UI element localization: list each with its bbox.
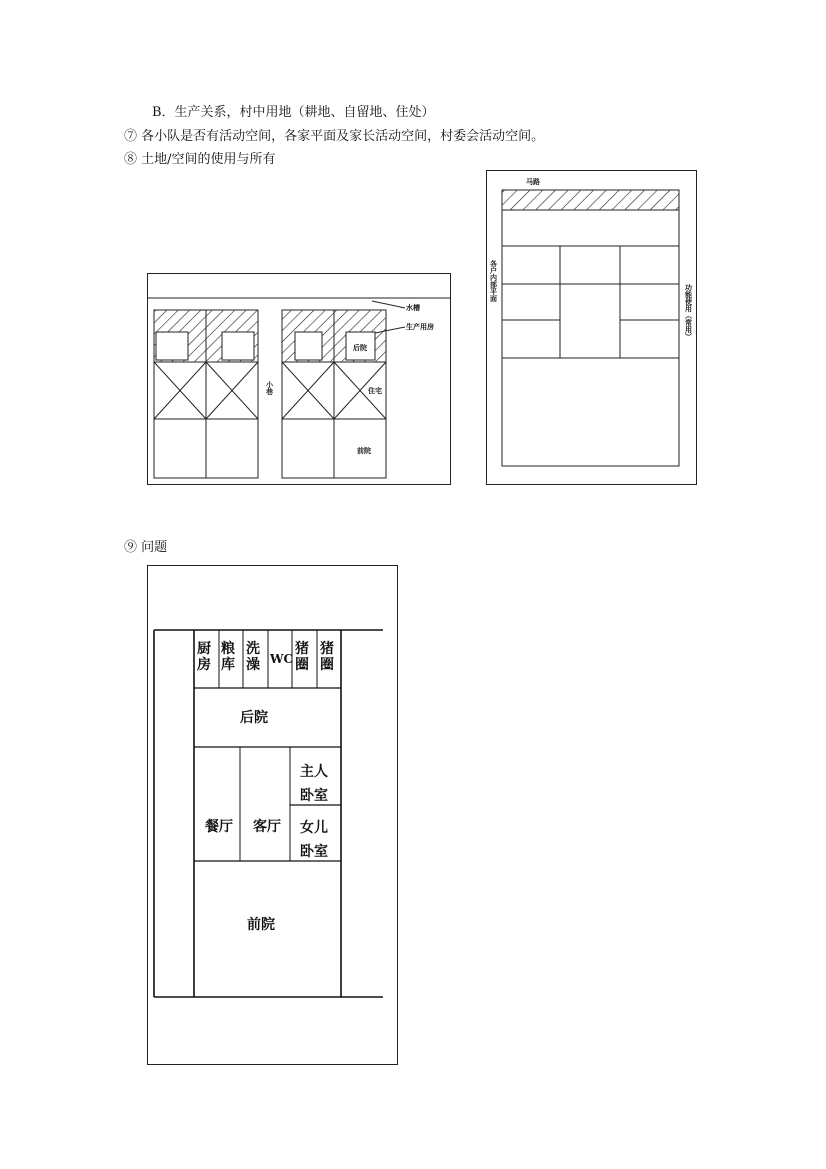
label-water-trough: 水槽 xyxy=(406,303,420,312)
text-line-9: ⑨ 问题 xyxy=(124,540,168,555)
label-front-yard: 前院 xyxy=(357,446,371,455)
label-residence: 住宅 xyxy=(368,386,382,395)
room-pigpen-2: 猪圈 xyxy=(320,641,334,673)
room-daughter-bedroom: 女儿卧室 xyxy=(300,820,328,860)
label-alley: 小巷 xyxy=(265,381,275,395)
room-backyard: 后院 xyxy=(240,710,268,726)
room-master-bedroom: 主人卧室 xyxy=(300,764,328,804)
text-line-7: ⑦ 各小队是否有活动空间，各家平面及家长活动空间，村委会活动空间。 xyxy=(124,129,545,144)
label-function-use: 功能使用（常用） xyxy=(684,284,694,340)
label-household-interior: 各户内部平面 xyxy=(489,260,499,302)
label-road: 马路 xyxy=(526,177,540,186)
label-production-room: 生产用房 xyxy=(406,322,434,331)
room-dining: 餐厅 xyxy=(205,819,233,835)
figure-village-layout xyxy=(147,273,451,485)
house-block-left xyxy=(154,310,258,478)
room-wc: WC xyxy=(270,652,294,666)
room-living: 客厅 xyxy=(253,819,281,835)
room-kitchen: 厨房 xyxy=(197,641,211,673)
room-granary: 粮库 xyxy=(221,641,235,673)
text-line-b: B．生产关系，村中用地（耕地、自留地、住处） xyxy=(152,105,435,120)
room-front-yard: 前院 xyxy=(247,917,275,933)
room-bath: 洗澡 xyxy=(246,641,260,673)
text-line-8: ⑧ 土地/空间的使用与所有 xyxy=(124,152,276,167)
house-plan-drawing xyxy=(147,565,398,1065)
room-pigpen-1: 猪圈 xyxy=(295,641,309,673)
label-backyard: 后院 xyxy=(353,343,367,352)
figure-household-plan xyxy=(486,170,697,485)
